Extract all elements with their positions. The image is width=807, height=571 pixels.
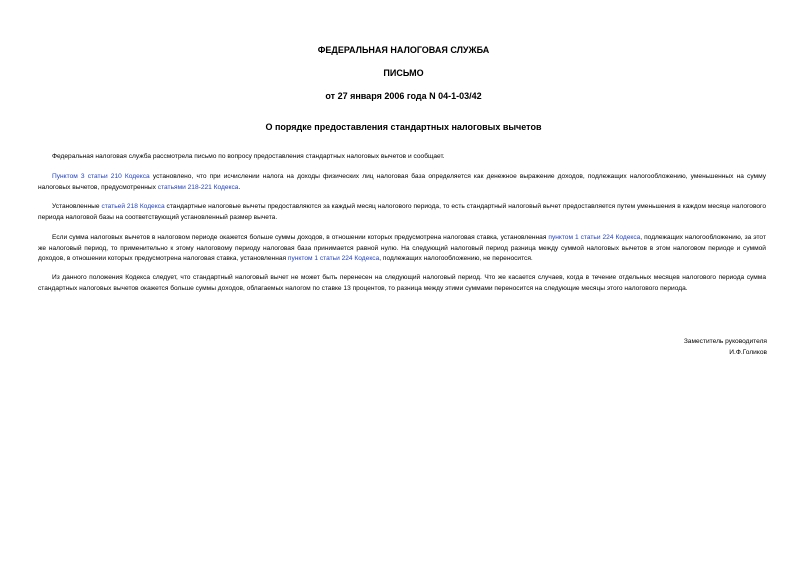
paragraph-2-text-2: . [238, 183, 241, 191]
paragraph-3-text-1: Установленные [52, 203, 102, 210]
document-date-number: от 27 января 2006 года N 04-1-03/42 [325, 91, 482, 101]
link-art210[interactable]: Пунктом 3 статьи 210 Кодекса [52, 173, 150, 180]
paragraph-5: Из данного положения Кодекса следует, что стандартный налоговый вычет не может быть перенесен на следующий налоговый период. Что же касается случаев, когда в течение отдельных месяцев налогового периода сумма стандартных налоговых вычетов окажется больше суммы доходов, облагаемых налогом по ставке 13 процентов, то разница между этими суммами переносится на следующие месяцы этого налогового периода. [38, 274, 766, 292]
paragraph-3 [38, 202, 766, 223]
signature-name: И.Ф.Голиков [729, 349, 767, 356]
paragraph-3-text-2: стандартные налоговые вычеты предоставляются за каждый месяц налогового периода, то есть стандартный налоговый вычет предоставляется путем уменьшения в каждом месяце налогового периода налоговой базы на соответствующий установленный размер вычета. [38, 203, 766, 221]
paragraph-4 [38, 233, 766, 265]
link-art218[interactable]: статьей 218 Кодекса [101, 203, 165, 210]
document-subject: О порядке предоставления стандартных налоговых вычетов [265, 122, 542, 132]
link-art224-1[interactable]: пунктом 1 статьи 224 Кодекса [548, 234, 641, 241]
document-type: ПИСЬМО [383, 68, 424, 78]
link-art218-221[interactable]: статьями 218-221 Кодекса [157, 183, 239, 191]
paragraph-4-text-3: , подлежащих налогообложению, не переносится. [379, 255, 533, 263]
paragraph-2 [38, 172, 766, 193]
paragraph-4-text-1: Если сумма налоговых вычетов в налоговом периоде окажется больше суммы доходов, в отношении которых предусмотрена налоговая ставка, установленная [52, 234, 549, 241]
paragraph-1: Федеральная налоговая служба рассмотрела письмо по вопросу предоставления стандартных налоговых вычетов и сообщает. [52, 153, 445, 160]
paragraph-4-text-2: , подлежащих налогообложению, за этот же налоговый период, то применительно к этому налоговому периоду налоговая база принимается равной нулю. На следующий налоговый период разница между суммой налоговых вычетов в этом налоговом периоде и суммой доходов, в отношении которых предусмотрена налоговая ставка, установленная [38, 234, 766, 263]
link-art224-2[interactable]: пунктом 1 статьи 224 Кодекса [287, 255, 380, 263]
agency-title: ФЕДЕРАЛЬНАЯ НАЛОГОВАЯ СЛУЖБА [317, 45, 490, 55]
paragraph-2-text-1: установлено, что при исчислении налога на доходы физических лиц налоговая база определяется как денежное выражение доходов, подлежащих налогообложению, уменьшенных на сумму налоговых вычетов, предусмотренных [38, 173, 766, 191]
signature-position: Заместитель руководителя [683, 338, 767, 345]
